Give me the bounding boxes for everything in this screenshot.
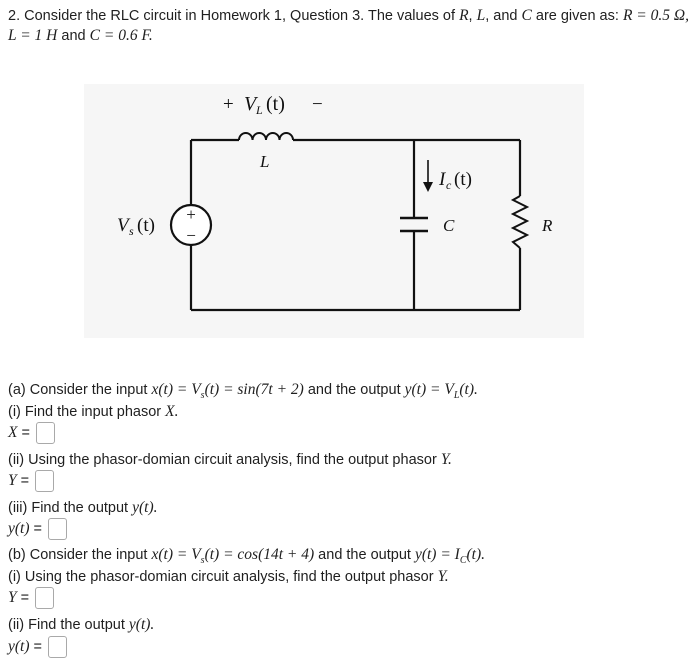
capacitor-label: C: [443, 216, 455, 235]
part-b-q2: [8, 616, 154, 634]
part-b-prompt: [8, 546, 485, 566]
ic-label: I: [439, 169, 446, 190]
answer-b1-eq: =: [20, 590, 30, 606]
and-text: , and: [485, 8, 518, 24]
answer-a3-eq: =: [33, 521, 42, 537]
answer-row-a3: [8, 518, 67, 540]
answer-b1-label: Y: [8, 589, 17, 606]
var-c: C: [521, 7, 532, 24]
vl-plus: +: [223, 94, 234, 115]
answer-a3-input[interactable]: [48, 518, 67, 540]
var-l: L: [476, 7, 486, 24]
answer-b2-label: y(t): [8, 638, 30, 655]
comma: ,: [468, 8, 473, 24]
part-a-q3: [8, 499, 158, 517]
l-value: L = 1 H: [8, 27, 58, 44]
part-a-math4: (t).: [459, 381, 478, 398]
problem-statement: [8, 6, 689, 46]
part-a-math3: y(t) = V: [404, 381, 454, 398]
part-a-q2-text: (ii) Using the phasor-domian circuit analysis, find the output phasor: [8, 452, 441, 468]
part-a-sub: s: [200, 389, 205, 401]
part-a-q2-var: Y.: [440, 451, 452, 468]
answer-a2-eq: =: [20, 473, 30, 489]
source-plus: +: [186, 205, 196, 224]
part-a-math1: x(t) = V: [151, 381, 201, 398]
circuit-diagram: [84, 84, 584, 338]
part-b-q2-text: (ii) Find the output: [8, 617, 129, 633]
intro-text: 2. Consider the RLC circuit in Homework 1, Question 3. The values of: [8, 8, 456, 24]
part-a-math2: (t) = sin(7t + 2): [204, 381, 304, 398]
part-b-math2: (t) = cos(14t + 4): [204, 546, 315, 563]
vl-subscript: L: [256, 103, 263, 117]
part-a-q1-text: (i) Find the input phasor: [8, 404, 166, 420]
vl-label: V: [244, 93, 257, 115]
vs-label: V: [117, 215, 129, 236]
part-a-q1-var: X.: [165, 403, 179, 420]
part-b-sub: s: [200, 554, 205, 566]
source-minus: −: [186, 226, 196, 245]
part-b-sub2: C: [459, 554, 467, 566]
answer-a1-input[interactable]: [36, 422, 55, 444]
given-as-text: are given as:: [535, 8, 619, 24]
part-b-q2-var: y(t).: [128, 616, 155, 633]
circuit-svg: [84, 84, 584, 338]
answer-b2-eq: =: [33, 639, 42, 655]
part-b-q1-text: (i) Using the phasor-domian circuit analysis, find the output phasor: [8, 569, 438, 585]
part-b-mid: and the output: [314, 547, 415, 563]
answer-row-b2: [8, 636, 67, 658]
part-b-math3: y(t) = I: [414, 546, 460, 563]
answer-row-a2: [8, 470, 54, 492]
part-a-q3-var: y(t).: [132, 499, 158, 516]
answer-row-b1: [8, 587, 54, 609]
part-b-q1: [8, 568, 449, 586]
answer-b2-input[interactable]: [48, 636, 67, 658]
c-value: C = 0.6 F.: [89, 27, 153, 44]
vl-arg: (t): [266, 93, 285, 115]
answer-a1-eq: =: [21, 425, 30, 441]
part-b-math1: x(t) = V: [151, 546, 201, 563]
part-a-q2: [8, 451, 452, 469]
figure-background: [84, 84, 584, 338]
resistor-label: R: [542, 216, 553, 235]
part-b-q1-var: Y.: [437, 568, 449, 585]
answer-a2-input[interactable]: [35, 470, 54, 492]
ic-arg: (t): [454, 169, 472, 190]
answer-a3-label: y(t): [8, 520, 30, 537]
vs-subscript: s: [129, 224, 134, 238]
vl-minus: −: [312, 94, 323, 115]
part-a-sub2: L: [453, 389, 460, 401]
part-a-prompt: [8, 381, 478, 401]
answer-row-a1: [8, 422, 55, 444]
part-a-text: (a) Consider the input: [8, 382, 152, 398]
answer-b1-input[interactable]: [35, 587, 54, 609]
and-word: and: [61, 28, 86, 44]
part-a-q3-text: (iii) Find the output: [8, 500, 133, 516]
part-a-q1: [8, 403, 179, 421]
part-b-math4: (t).: [466, 546, 486, 563]
var-r: R: [459, 7, 469, 24]
part-b-text: (b) Consider the input: [8, 547, 152, 563]
vs-arg: (t): [137, 215, 155, 236]
ic-subscript: c: [446, 178, 452, 192]
r-value: R = 0.5 Ω,: [622, 7, 689, 24]
answer-a1-label: X: [8, 424, 18, 441]
answer-a2-label: Y: [8, 472, 17, 489]
part-a-mid: and the output: [303, 382, 405, 398]
inductor-label: L: [260, 152, 270, 171]
